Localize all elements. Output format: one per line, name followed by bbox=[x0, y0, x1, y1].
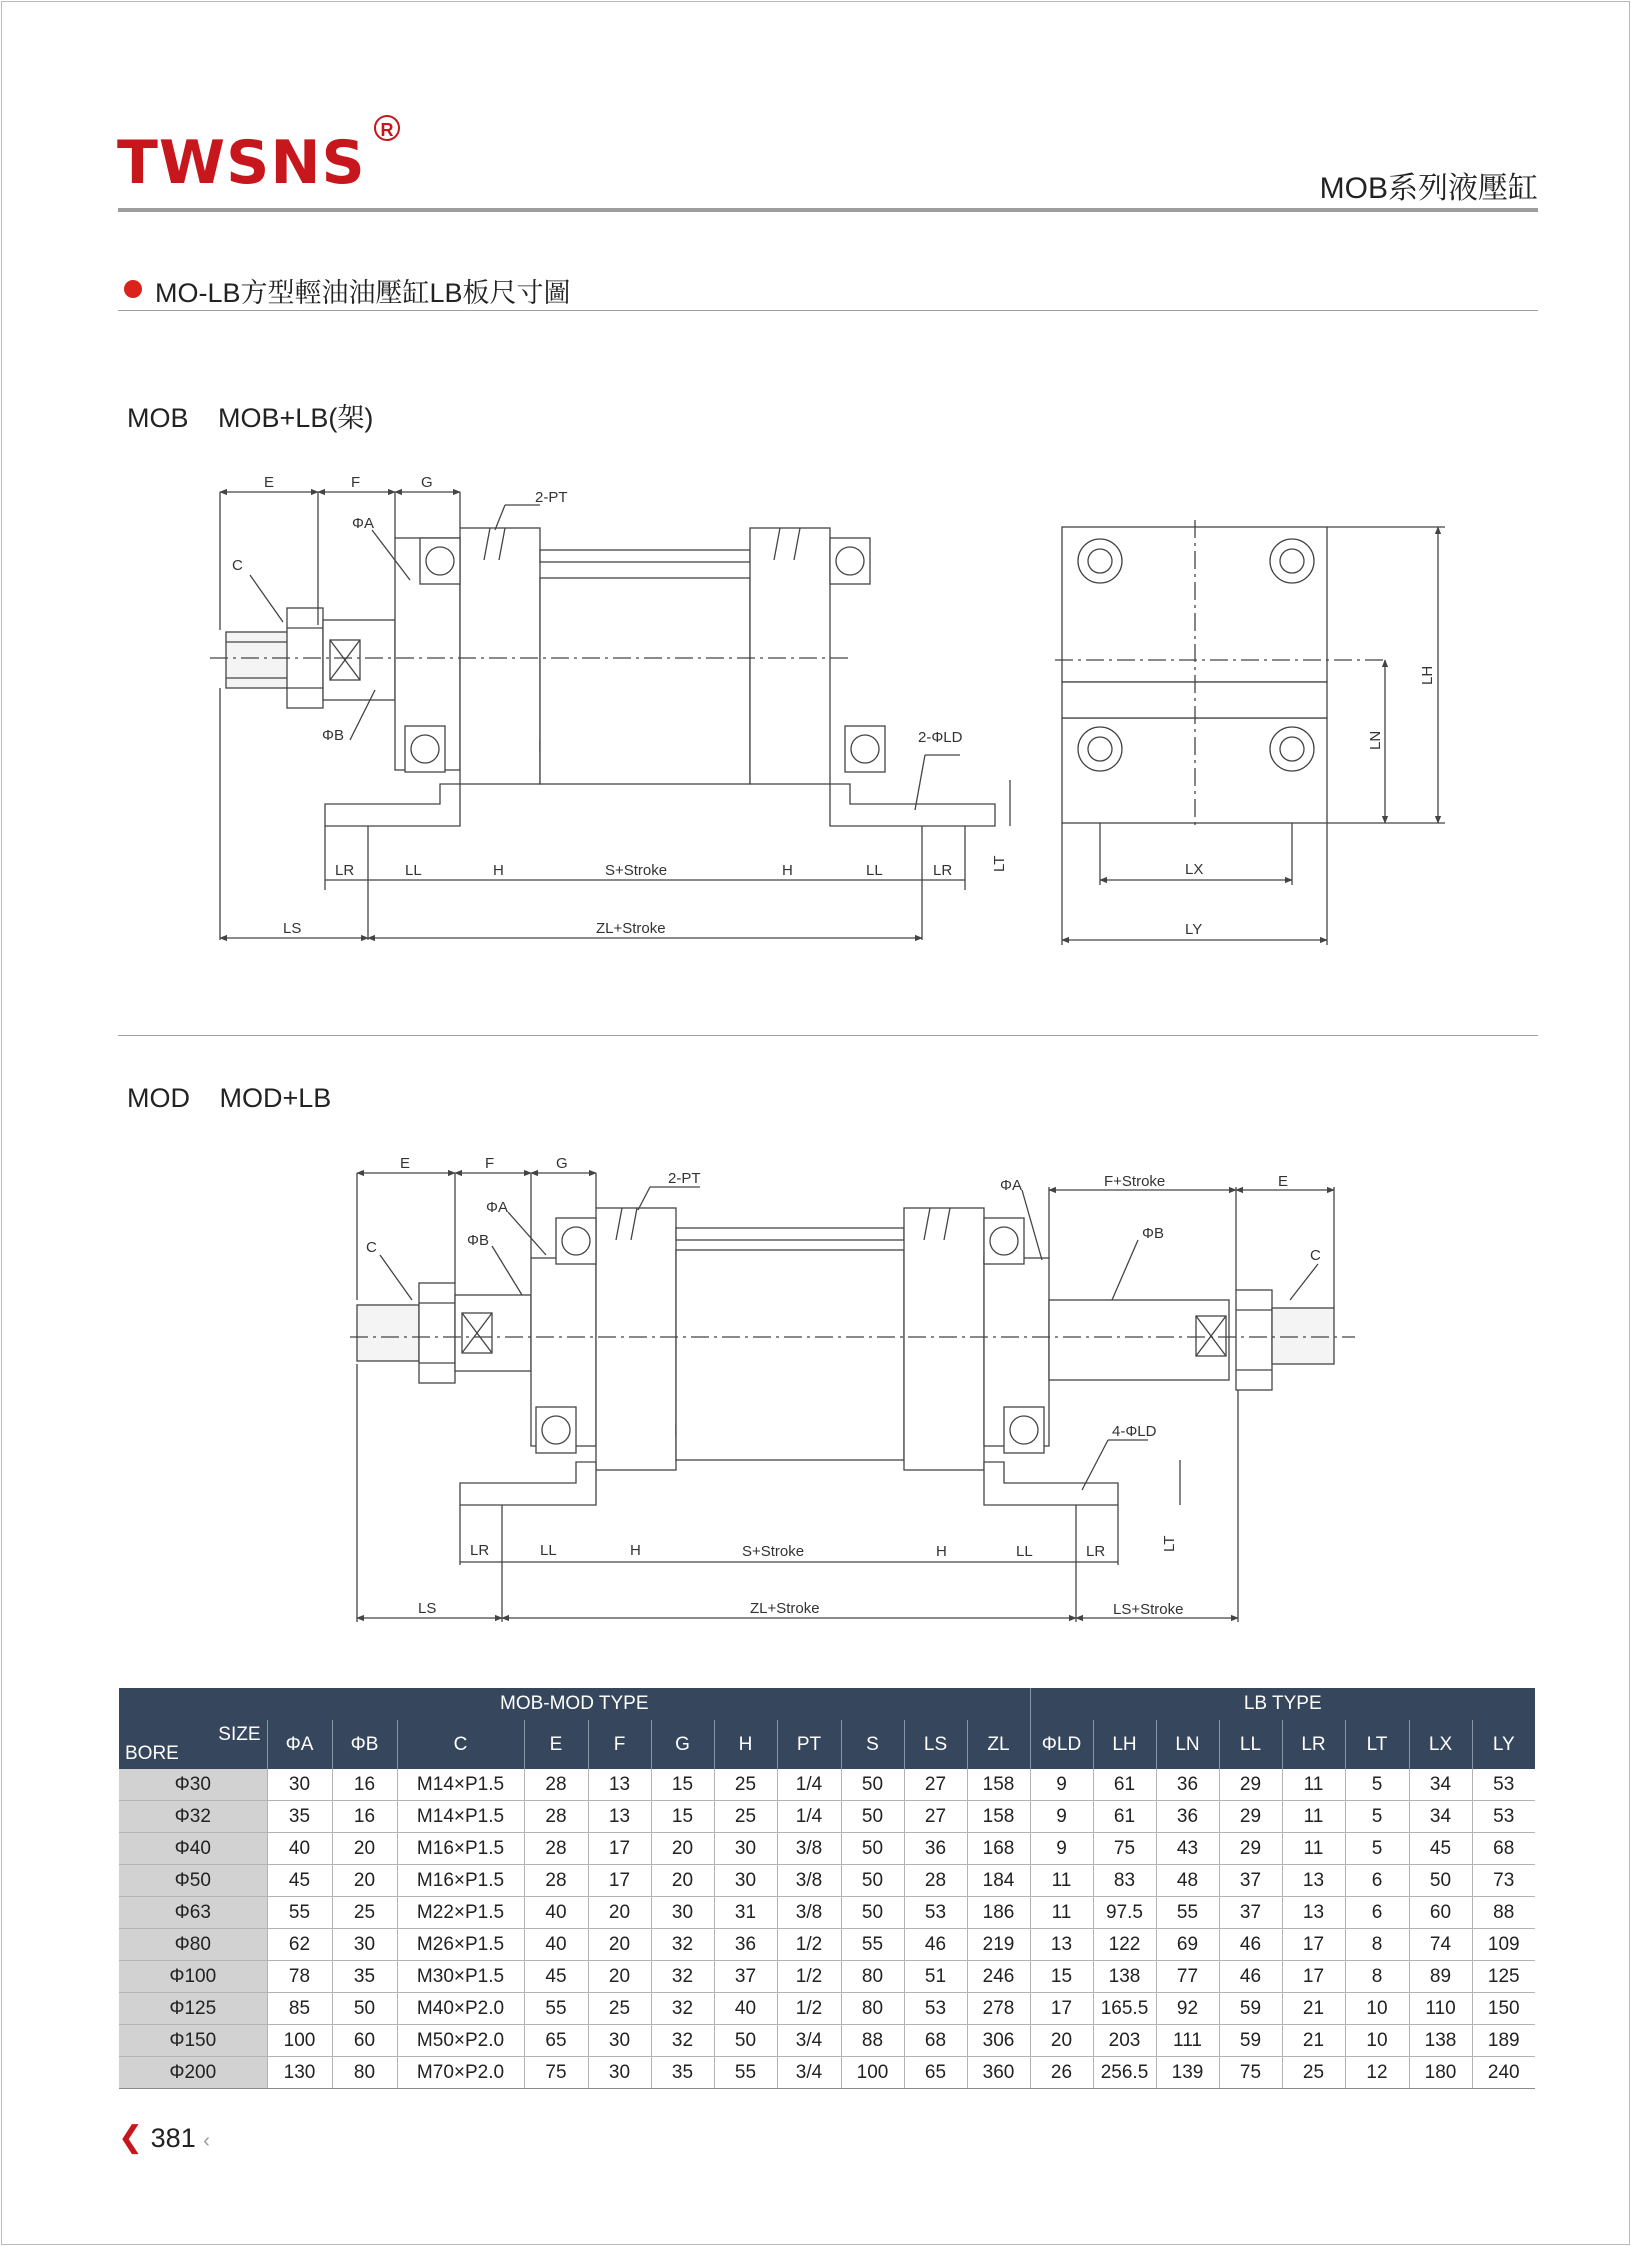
mob-dim-g: G bbox=[421, 474, 433, 491]
table-cell: 55 bbox=[841, 1929, 904, 1961]
table-cell: M50×P2.0 bbox=[397, 2025, 524, 2057]
table-cell: 59 bbox=[1219, 2025, 1282, 2057]
table-cell: 50 bbox=[332, 1993, 397, 2025]
table-cell: 20 bbox=[588, 1897, 651, 1929]
column-header: LT bbox=[1345, 1720, 1409, 1769]
table-cell: 40 bbox=[524, 1897, 588, 1929]
table-cell: 139 bbox=[1156, 2057, 1219, 2089]
mod-dim-e-right: E bbox=[1278, 1173, 1289, 1190]
table-cell: 3/8 bbox=[777, 1897, 841, 1929]
table-cell: 17 bbox=[1282, 1961, 1345, 1993]
table-cell: 138 bbox=[1409, 2025, 1472, 2057]
table-row bbox=[119, 1865, 1535, 1897]
table-cell: 186 bbox=[967, 1897, 1030, 1929]
table-cell: 100 bbox=[841, 2057, 904, 2089]
table-cell: 1/2 bbox=[777, 1929, 841, 1961]
table-cell: 50 bbox=[1409, 1865, 1472, 1897]
table-cell: 28 bbox=[524, 1865, 588, 1897]
column-header: LY bbox=[1472, 1720, 1535, 1769]
table-cell: 65 bbox=[524, 2025, 588, 2057]
table-cell: 32 bbox=[651, 1993, 714, 2025]
table-cell: 15 bbox=[651, 1769, 714, 1801]
table-cell: 46 bbox=[904, 1929, 967, 1961]
table-cell: 30 bbox=[332, 1929, 397, 1961]
table-cell: 6 bbox=[1345, 1865, 1409, 1897]
table-cell: 46 bbox=[1219, 1929, 1282, 1961]
mob-variant-label: MOB+LB(架) bbox=[218, 403, 374, 433]
table-cell: 50 bbox=[841, 1833, 904, 1865]
mod-dim-e-left: E bbox=[400, 1155, 411, 1172]
table-cell: M16×P1.5 bbox=[397, 1865, 524, 1897]
table-cell: 50 bbox=[714, 2025, 777, 2057]
table-cell: 1/2 bbox=[777, 1993, 841, 2025]
table-cell: 15 bbox=[1030, 1961, 1093, 1993]
table-cell: 17 bbox=[588, 1865, 651, 1897]
bore-cell: Φ125 bbox=[119, 1993, 267, 2025]
table-cell: 9 bbox=[1030, 1801, 1093, 1833]
table-cell: 68 bbox=[904, 2025, 967, 2057]
table-cell: 11 bbox=[1282, 1801, 1345, 1833]
table-cell: 73 bbox=[1472, 1865, 1535, 1897]
table-cell: 29 bbox=[1219, 1769, 1282, 1801]
table-cell: 12 bbox=[1345, 2057, 1409, 2089]
corner-size-label: SIZE bbox=[218, 1724, 261, 1745]
mob-dim-lh: LH bbox=[1419, 665, 1436, 685]
table-cell: 150 bbox=[1472, 1993, 1535, 2025]
column-header: H bbox=[714, 1720, 777, 1769]
table-row bbox=[119, 1769, 1535, 1801]
table-cell: 53 bbox=[1472, 1801, 1535, 1833]
table-cell: 11 bbox=[1282, 1769, 1345, 1801]
table-cell: 30 bbox=[588, 2025, 651, 2057]
column-header: C bbox=[397, 1720, 524, 1769]
table-cell: 3/4 bbox=[777, 2057, 841, 2089]
table-row bbox=[119, 1993, 1535, 2025]
group-mob-mod: MOB-MOD TYPE bbox=[119, 1688, 1030, 1720]
column-header: ΦA bbox=[267, 1720, 332, 1769]
mod-label-phi-a-right: ΦA bbox=[1000, 1177, 1022, 1194]
table-cell: 165.5 bbox=[1093, 1993, 1156, 2025]
table-cell: 29 bbox=[1219, 1801, 1282, 1833]
table-cell: 32 bbox=[651, 1961, 714, 1993]
table-cell: 92 bbox=[1156, 1993, 1219, 2025]
table-column-header bbox=[119, 1720, 1535, 1769]
table-cell: 1/4 bbox=[777, 1801, 841, 1833]
table-cell: 60 bbox=[1409, 1897, 1472, 1929]
table-cell: 180 bbox=[1409, 2057, 1472, 2089]
table-cell: 40 bbox=[714, 1993, 777, 2025]
table-cell: 5 bbox=[1345, 1801, 1409, 1833]
mob-dim-ls: LS bbox=[283, 920, 302, 937]
table-cell: 27 bbox=[904, 1769, 967, 1801]
mob-dim-zl-stroke: ZL+Stroke bbox=[596, 920, 666, 937]
table-cell: 45 bbox=[524, 1961, 588, 1993]
table-cell: 30 bbox=[651, 1897, 714, 1929]
page-footer bbox=[118, 2120, 210, 2155]
table-corner bbox=[119, 1720, 267, 1769]
column-header: LL bbox=[1219, 1720, 1282, 1769]
table-cell: 28 bbox=[524, 1833, 588, 1865]
table-cell: 37 bbox=[1219, 1865, 1282, 1897]
table-cell: 189 bbox=[1472, 2025, 1535, 2057]
mod-dim-h-right: H bbox=[936, 1543, 947, 1560]
table-cell: 130 bbox=[267, 2057, 332, 2089]
column-header: LR bbox=[1282, 1720, 1345, 1769]
table-cell: 13 bbox=[1030, 1929, 1093, 1961]
mob-dim-f: F bbox=[351, 474, 361, 491]
table-body bbox=[119, 1769, 1535, 2089]
table-row bbox=[119, 1897, 1535, 1929]
table-cell: 27 bbox=[904, 1801, 967, 1833]
table-cell: 11 bbox=[1030, 1897, 1093, 1929]
table-cell: 61 bbox=[1093, 1769, 1156, 1801]
mod-variant-label: MOD+LB bbox=[219, 1083, 332, 1113]
column-header: LS bbox=[904, 1720, 967, 1769]
table-cell: 28 bbox=[524, 1801, 588, 1833]
column-header: G bbox=[651, 1720, 714, 1769]
table-cell: 3/4 bbox=[777, 2025, 841, 2057]
table-cell: 30 bbox=[267, 1769, 332, 1801]
bore-cell: Φ100 bbox=[119, 1961, 267, 1993]
mob-dim-ll-left: LL bbox=[405, 862, 422, 879]
table-group-header bbox=[119, 1688, 1535, 1720]
table-cell: 109 bbox=[1472, 1929, 1535, 1961]
table-cell: 20 bbox=[1030, 2025, 1093, 2057]
column-header: PT bbox=[777, 1720, 841, 1769]
mob-dim-s-stroke: S+Stroke bbox=[605, 862, 668, 879]
table-cell: 16 bbox=[332, 1801, 397, 1833]
table-cell: 80 bbox=[332, 2057, 397, 2089]
table-cell: 111 bbox=[1156, 2025, 1219, 2057]
bore-cell: Φ200 bbox=[119, 2057, 267, 2089]
table-row bbox=[119, 1801, 1535, 1833]
table-cell: 80 bbox=[841, 1961, 904, 1993]
table-cell: 88 bbox=[1472, 1897, 1535, 1929]
registered-mark: R bbox=[374, 115, 400, 141]
table-cell: 62 bbox=[267, 1929, 332, 1961]
table-cell: 85 bbox=[267, 1993, 332, 2025]
table-cell: 55 bbox=[524, 1993, 588, 2025]
table-cell: 28 bbox=[524, 1769, 588, 1801]
mob-dim-lt: LT bbox=[991, 855, 1008, 872]
table-cell: 30 bbox=[588, 2057, 651, 2089]
table-cell: 184 bbox=[967, 1865, 1030, 1897]
table-cell: 77 bbox=[1156, 1961, 1219, 1993]
table-cell: M16×P1.5 bbox=[397, 1833, 524, 1865]
mod-dim-lt: LT bbox=[1161, 1535, 1178, 1552]
table-cell: 1/2 bbox=[777, 1961, 841, 1993]
table-cell: 80 bbox=[841, 1993, 904, 2025]
mob-dim-lr-left: LR bbox=[335, 862, 355, 879]
mod-dim-f-left: F bbox=[485, 1155, 495, 1172]
table-cell: 13 bbox=[588, 1769, 651, 1801]
mod-model-label: MOD bbox=[127, 1083, 190, 1113]
table-cell: 17 bbox=[588, 1833, 651, 1865]
table-cell: 36 bbox=[1156, 1769, 1219, 1801]
table-cell: 31 bbox=[714, 1897, 777, 1929]
table-cell: M70×P2.0 bbox=[397, 2057, 524, 2089]
table-cell: 100 bbox=[267, 2025, 332, 2057]
table-cell: 8 bbox=[1345, 1961, 1409, 1993]
table-cell: 9 bbox=[1030, 1833, 1093, 1865]
table-cell: 20 bbox=[588, 1961, 651, 1993]
mod-dim-lr-left: LR bbox=[470, 1542, 490, 1559]
bore-cell: Φ50 bbox=[119, 1865, 267, 1897]
mob-label-phi-a: ΦA bbox=[352, 515, 374, 532]
mod-label-phi-b-left: ΦB bbox=[467, 1232, 489, 1249]
bore-cell: Φ30 bbox=[119, 1769, 267, 1801]
table-cell: 37 bbox=[1219, 1897, 1282, 1929]
table-cell: 53 bbox=[904, 1897, 967, 1929]
table-cell: 13 bbox=[1282, 1865, 1345, 1897]
table-cell: 35 bbox=[267, 1801, 332, 1833]
mod-label-pt: 2-PT bbox=[668, 1170, 701, 1187]
table-cell: 88 bbox=[841, 2025, 904, 2057]
table-cell: 158 bbox=[967, 1769, 1030, 1801]
table-cell: 20 bbox=[651, 1865, 714, 1897]
table-cell: 158 bbox=[967, 1801, 1030, 1833]
table-cell: 20 bbox=[588, 1929, 651, 1961]
table-cell: 34 bbox=[1409, 1769, 1472, 1801]
table-cell: 5 bbox=[1345, 1833, 1409, 1865]
table-cell: 168 bbox=[967, 1833, 1030, 1865]
mod-dim-ls: LS bbox=[418, 1600, 437, 1617]
table-cell: 29 bbox=[1219, 1833, 1282, 1865]
table-cell: 8 bbox=[1345, 1929, 1409, 1961]
mod-label-c-left: C bbox=[366, 1239, 377, 1256]
chevron-small-left-icon: ‹ bbox=[203, 2130, 210, 2152]
table-cell: 30 bbox=[714, 1833, 777, 1865]
table-cell: 35 bbox=[332, 1961, 397, 1993]
column-header: ΦLD bbox=[1030, 1720, 1093, 1769]
mod-dim-f-stroke: F+Stroke bbox=[1104, 1173, 1166, 1190]
table-cell: 75 bbox=[1219, 2057, 1282, 2089]
table-cell: 37 bbox=[714, 1961, 777, 1993]
column-header: S bbox=[841, 1720, 904, 1769]
table-cell: 50 bbox=[841, 1897, 904, 1929]
table-cell: 110 bbox=[1409, 1993, 1472, 2025]
column-header: ΦB bbox=[332, 1720, 397, 1769]
table-cell: 10 bbox=[1345, 1993, 1409, 2025]
table-cell: 1/4 bbox=[777, 1769, 841, 1801]
table-cell: 75 bbox=[524, 2057, 588, 2089]
table-cell: 55 bbox=[714, 2057, 777, 2089]
table-cell: 43 bbox=[1156, 1833, 1219, 1865]
table-cell: 36 bbox=[1156, 1801, 1219, 1833]
table-cell: 32 bbox=[651, 1929, 714, 1961]
table-cell: 13 bbox=[1282, 1897, 1345, 1929]
table-cell: 60 bbox=[332, 2025, 397, 2057]
table-cell: 246 bbox=[967, 1961, 1030, 1993]
mob-label-ld: 2-ΦLD bbox=[918, 729, 963, 746]
table-row bbox=[119, 1929, 1535, 1961]
table-cell: 3/8 bbox=[777, 1865, 841, 1897]
mod-label-phi-b-right: ΦB bbox=[1142, 1225, 1164, 1242]
table-cell: M22×P1.5 bbox=[397, 1897, 524, 1929]
table-cell: 256.5 bbox=[1093, 2057, 1156, 2089]
mob-label-pt: 2-PT bbox=[535, 489, 568, 506]
mob-dim-h-right: H bbox=[782, 862, 793, 879]
bore-cell: Φ150 bbox=[119, 2025, 267, 2057]
table-cell: M14×P1.5 bbox=[397, 1801, 524, 1833]
table-cell: 55 bbox=[267, 1897, 332, 1929]
table-cell: 69 bbox=[1156, 1929, 1219, 1961]
corner-bore-label: BORE bbox=[125, 1743, 179, 1764]
table-cell: 10 bbox=[1345, 2025, 1409, 2057]
table-cell: 35 bbox=[651, 2057, 714, 2089]
table-cell: 20 bbox=[332, 1865, 397, 1897]
mob-label-c: C bbox=[232, 557, 243, 574]
table-cell: 48 bbox=[1156, 1865, 1219, 1897]
table-cell: 50 bbox=[841, 1769, 904, 1801]
table-cell: 25 bbox=[332, 1897, 397, 1929]
table-cell: 21 bbox=[1282, 2025, 1345, 2057]
table-cell: 45 bbox=[267, 1865, 332, 1897]
table-cell: M14×P1.5 bbox=[397, 1769, 524, 1801]
table-cell: 25 bbox=[714, 1769, 777, 1801]
table-cell: 17 bbox=[1030, 1993, 1093, 2025]
table-cell: 15 bbox=[651, 1801, 714, 1833]
table-cell: 25 bbox=[588, 1993, 651, 2025]
table-cell: 61 bbox=[1093, 1801, 1156, 1833]
mob-model-label: MOB bbox=[127, 403, 189, 433]
bore-cell: Φ40 bbox=[119, 1833, 267, 1865]
mod-dim-s-stroke: S+Stroke bbox=[742, 1543, 805, 1560]
chevron-left-icon: ❮ bbox=[118, 2121, 144, 2154]
table-cell: 55 bbox=[1156, 1897, 1219, 1929]
table-cell: 360 bbox=[967, 2057, 1030, 2089]
table-cell: 240 bbox=[1472, 2057, 1535, 2089]
table-cell: 78 bbox=[267, 1961, 332, 1993]
table-cell: 21 bbox=[1282, 1993, 1345, 2025]
bore-cell: Φ32 bbox=[119, 1801, 267, 1833]
table-cell: 65 bbox=[904, 2057, 967, 2089]
table-cell: 219 bbox=[967, 1929, 1030, 1961]
table-cell: 51 bbox=[904, 1961, 967, 1993]
group-lb: LB TYPE bbox=[1030, 1688, 1535, 1720]
table-cell: 74 bbox=[1409, 1929, 1472, 1961]
column-header: F bbox=[588, 1720, 651, 1769]
page-number: 381 bbox=[150, 2123, 196, 2153]
table-cell: 40 bbox=[524, 1929, 588, 1961]
table-cell: 203 bbox=[1093, 2025, 1156, 2057]
table-cell: 278 bbox=[967, 1993, 1030, 2025]
mob-dim-lr-right: LR bbox=[933, 862, 953, 879]
bore-cell: Φ63 bbox=[119, 1897, 267, 1929]
table-cell: 16 bbox=[332, 1769, 397, 1801]
mob-label-phi-b: ΦB bbox=[322, 727, 344, 744]
mod-label-phi-a-left: ΦA bbox=[486, 1199, 508, 1216]
mod-dim-g: G bbox=[556, 1155, 568, 1172]
table-cell: 75 bbox=[1093, 1833, 1156, 1865]
table-cell: 20 bbox=[332, 1833, 397, 1865]
table-cell: 26 bbox=[1030, 2057, 1093, 2089]
table-cell: 53 bbox=[904, 1993, 967, 2025]
table-row bbox=[119, 1833, 1535, 1865]
table-cell: 9 bbox=[1030, 1769, 1093, 1801]
mod-dim-h-left: H bbox=[630, 1542, 641, 1559]
table-cell: 32 bbox=[651, 2025, 714, 2057]
table-cell: 20 bbox=[651, 1833, 714, 1865]
mod-dim-ls-stroke: LS+Stroke bbox=[1113, 1601, 1184, 1618]
table-cell: 25 bbox=[714, 1801, 777, 1833]
section-title: MO-LB方型輕油油壓缸LB板尺寸圖 bbox=[155, 278, 571, 308]
series-title: MOB系列液壓缸 bbox=[1319, 172, 1538, 205]
table-cell: 83 bbox=[1093, 1865, 1156, 1897]
table-cell: 89 bbox=[1409, 1961, 1472, 1993]
mob-dim-ly: LY bbox=[1185, 921, 1203, 938]
table-cell: 50 bbox=[841, 1801, 904, 1833]
table-cell: 59 bbox=[1219, 1993, 1282, 2025]
mob-dim-ln: LN bbox=[1367, 730, 1384, 750]
table-cell: 97.5 bbox=[1093, 1897, 1156, 1929]
mob-dim-ll-right: LL bbox=[866, 862, 883, 879]
table-cell: 50 bbox=[841, 1865, 904, 1897]
table-cell: 11 bbox=[1282, 1833, 1345, 1865]
mod-dim-ll-left: LL bbox=[540, 1542, 557, 1559]
mod-dim-zl-stroke: ZL+Stroke bbox=[750, 1600, 820, 1617]
mob-dim-e: E bbox=[264, 474, 275, 491]
table-cell: M40×P2.0 bbox=[397, 1993, 524, 2025]
column-header: LH bbox=[1093, 1720, 1156, 1769]
table-cell: M30×P1.5 bbox=[397, 1961, 524, 1993]
table-cell: 17 bbox=[1282, 1929, 1345, 1961]
table-cell: 13 bbox=[588, 1801, 651, 1833]
table-cell: 40 bbox=[267, 1833, 332, 1865]
table-row bbox=[119, 2025, 1535, 2057]
table-cell: 30 bbox=[714, 1865, 777, 1897]
mob-dim-lx: LX bbox=[1185, 861, 1204, 878]
table-cell: 53 bbox=[1472, 1769, 1535, 1801]
table-cell: 25 bbox=[1282, 2057, 1345, 2089]
bore-cell: Φ80 bbox=[119, 1929, 267, 1961]
column-header: LX bbox=[1409, 1720, 1472, 1769]
table-cell: 36 bbox=[714, 1929, 777, 1961]
mod-label-ld: 4-ΦLD bbox=[1112, 1423, 1157, 1440]
table-cell: M26×P1.5 bbox=[397, 1929, 524, 1961]
table-cell: 306 bbox=[967, 2025, 1030, 2057]
table-cell: 5 bbox=[1345, 1769, 1409, 1801]
table-cell: 6 bbox=[1345, 1897, 1409, 1929]
brand-logo: TWSNS bbox=[117, 128, 366, 198]
column-header: E bbox=[524, 1720, 588, 1769]
table-cell: 28 bbox=[904, 1865, 967, 1897]
mod-label-c-right: C bbox=[1310, 1247, 1321, 1264]
column-header: ZL bbox=[967, 1720, 1030, 1769]
table-cell: 45 bbox=[1409, 1833, 1472, 1865]
table-cell: 3/8 bbox=[777, 1833, 841, 1865]
table-cell: 46 bbox=[1219, 1961, 1282, 1993]
mod-dim-ll-right: LL bbox=[1016, 1543, 1033, 1560]
mod-dim-lr-right: LR bbox=[1086, 1543, 1106, 1560]
table-cell: 36 bbox=[904, 1833, 967, 1865]
mob-dim-h-left: H bbox=[493, 862, 504, 879]
column-header: LN bbox=[1156, 1720, 1219, 1769]
table-cell: 11 bbox=[1030, 1865, 1093, 1897]
dimension-table bbox=[119, 1688, 1535, 2089]
table-row bbox=[119, 2057, 1535, 2089]
table-cell: 68 bbox=[1472, 1833, 1535, 1865]
table-cell: 34 bbox=[1409, 1801, 1472, 1833]
table-cell: 125 bbox=[1472, 1961, 1535, 1993]
table-cell: 138 bbox=[1093, 1961, 1156, 1993]
table-cell: 122 bbox=[1093, 1929, 1156, 1961]
table-row bbox=[119, 1961, 1535, 1993]
